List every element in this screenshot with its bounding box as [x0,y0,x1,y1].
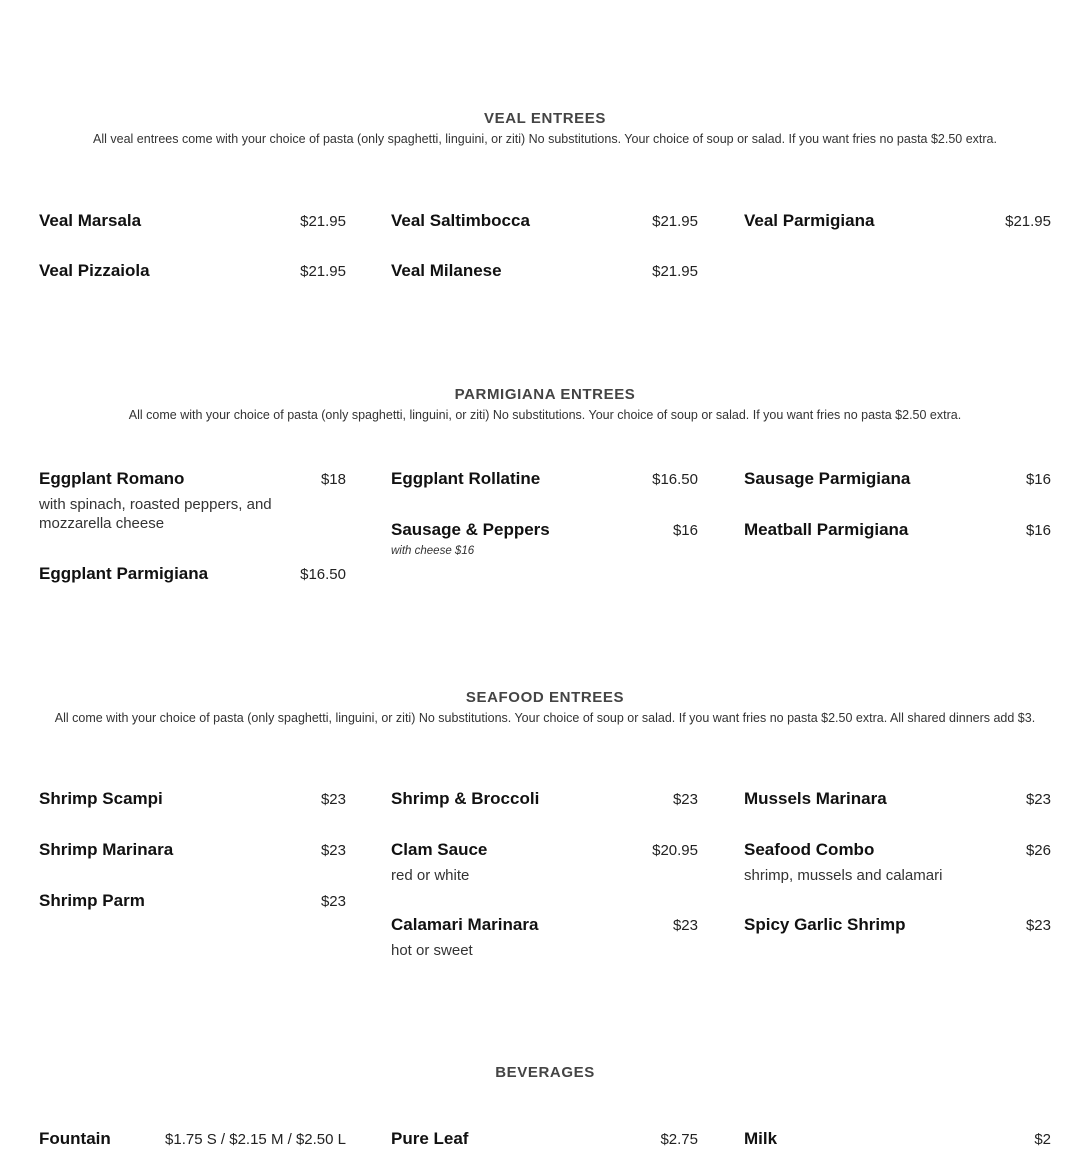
item-name: Veal Pizzaiola [39,261,150,280]
menu-item [391,520,698,558]
menu-item [39,211,346,232]
item-description: red or white [391,867,470,884]
menu-item [744,520,1051,541]
item-price: $16 [672,522,698,539]
item-name: Veal Marsala [39,211,142,230]
item-name: Spicy Garlic Shrimp [744,915,906,934]
item-price: $26 [1025,842,1051,859]
menu-item [39,261,346,282]
item-name: Clam Sauce [391,840,488,859]
item-subnote: with cheese $16 [391,545,475,557]
menu-item [744,469,1051,490]
item-description: with spinach, roasted peppers, and mozzarella cheese [39,496,272,532]
veal-section [0,110,1090,148]
item-name: Veal Milanese [391,261,502,280]
parmigiana-column-2 [391,469,698,558]
menu-item [391,469,698,490]
menu-item [744,211,1051,232]
parmigiana-section-title: PARMIGIANA ENTREES [454,386,636,403]
seafood-column-2 [391,789,698,960]
menu-item [391,915,698,960]
item-price: $21.95 [652,263,698,280]
veal-column-1 [39,211,346,282]
item-price: $21.95 [1005,213,1051,230]
menu-item [744,915,1051,936]
parmigiana-section-note: All come with your choice of pasta (only spaghetti, linguini, or ziti) No substitutions. Your choice of soup or salad. If you want fries no pasta $2.50 extra. [128,408,962,422]
seafood-section-title: SEAFOOD ENTREES [465,689,625,706]
item-price: $2 [1034,1131,1051,1148]
beverages-column-2 [391,1129,698,1150]
item-price: $18 [320,471,346,488]
item-price: $23 [672,791,698,808]
beverages-section [0,1064,1090,1082]
menu-item [391,789,698,810]
item-price: $16.50 [652,471,698,488]
veal-column-2 [391,211,698,282]
menu-item [391,1129,698,1150]
veal-column-3 [744,211,1051,232]
item-price: $2.75 [660,1131,698,1148]
item-price: $23 [320,791,346,808]
menu-item [39,891,346,912]
item-name: Shrimp & Broccoli [391,789,540,808]
veal-section-title: VEAL ENTREES [484,110,606,127]
item-name: Eggplant Rollatine [391,469,541,488]
item-name: Veal Saltimbocca [391,211,530,230]
beverages-column-3 [744,1129,1051,1150]
item-name: Eggplant Parmigiana [39,564,209,583]
item-name: Sausage Parmigiana [744,469,911,488]
item-price: $23 [672,917,698,934]
seafood-column-1 [39,789,346,912]
item-name: Sausage & Peppers [391,520,550,539]
menu-item [39,840,346,861]
item-name: Mussels Marinara [744,789,887,808]
veal-section-note: All veal entrees come with your choice of pasta (only spaghetti, linguini, or ziti) No substitutions. Your choice of soup or salad. If you want fries no pasta $2.50 extra. [93,132,997,146]
item-price: $16 [1025,522,1051,539]
item-description: shrimp, mussels and calamari [744,867,943,884]
menu-item [39,789,346,810]
item-price: $23 [320,893,346,910]
beverages-column-1 [39,1129,346,1150]
seafood-column-3 [744,789,1051,936]
menu-item [391,261,698,282]
item-price: $21.95 [300,263,346,280]
item-price: $1.75 S / $2.15 M / $2.50 L [165,1131,346,1148]
menu-item [744,789,1051,810]
item-name: Seafood Combo [744,840,875,859]
item-price: $16 [1025,471,1051,488]
item-price: $23 [1025,917,1051,934]
item-name: Shrimp Parm [39,891,145,910]
parmigiana-section [0,386,1090,424]
menu-item [391,840,698,885]
item-name: Milk [744,1129,778,1148]
item-price: $23 [320,842,346,859]
menu-item [39,1129,346,1150]
menu-item [39,564,346,585]
item-name: Shrimp Scampi [39,789,163,808]
item-name: Veal Parmigiana [744,211,875,230]
item-name: Shrimp Marinara [39,840,174,859]
item-name: Pure Leaf [391,1129,469,1148]
menu-item [39,469,346,533]
menu-item [744,840,1051,885]
item-price: $23 [1025,791,1051,808]
item-name: Eggplant Romano [39,469,185,488]
item-name: Meatball Parmigiana [744,520,909,539]
item-price: $21.95 [300,213,346,230]
menu-item [391,211,698,232]
beverages-section-title: BEVERAGES [495,1064,595,1081]
item-name: Fountain [39,1129,111,1148]
item-price: $21.95 [652,213,698,230]
item-description: hot or sweet [391,942,473,959]
seafood-section-note: All come with your choice of pasta (only spaghetti, linguini, or ziti) No substitutions. Your choice of soup or salad. If you want fries no pasta $2.50 extra. All shared dinners add $3. [54,711,1036,725]
parmigiana-column-3 [744,469,1051,541]
item-price: $16.50 [300,566,346,583]
menu-item [744,1129,1051,1150]
item-price: $20.95 [652,842,698,859]
parmigiana-column-1 [39,469,346,585]
item-name: Calamari Marinara [391,915,539,934]
seafood-section [0,689,1090,727]
